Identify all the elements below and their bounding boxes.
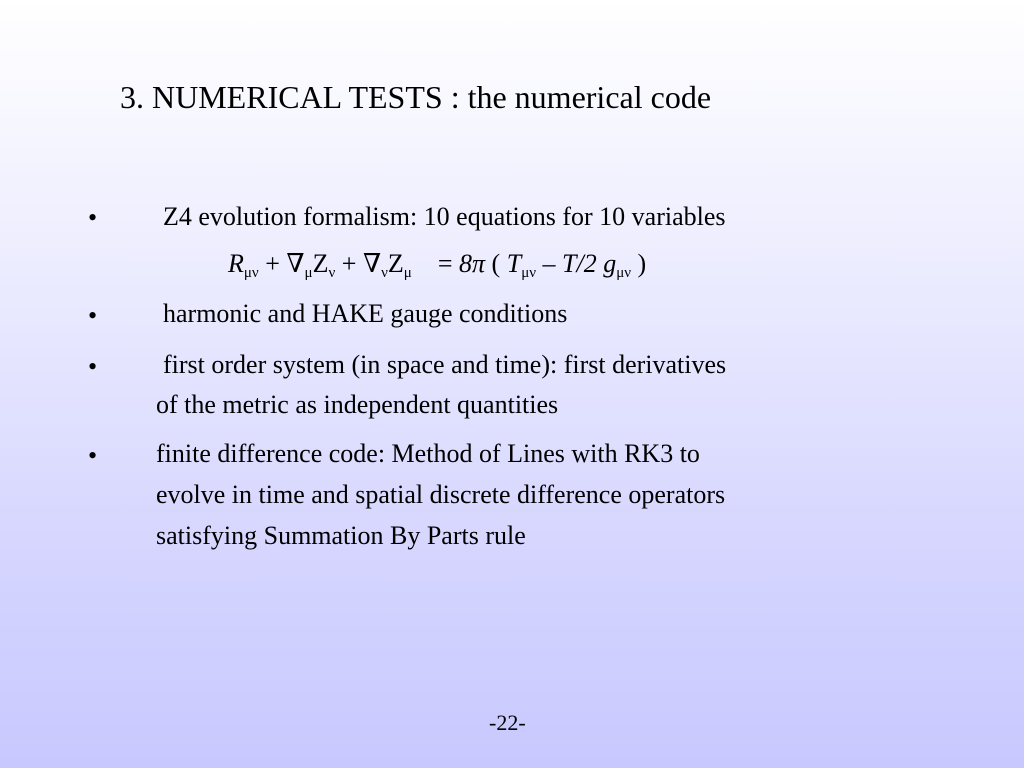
bullet-marker: • — [88, 203, 98, 232]
eq-sub: μν — [521, 265, 537, 281]
eq-t-over-2: T/2 — [562, 249, 597, 278]
eq-r: R — [228, 249, 244, 278]
eq-sub: μν — [243, 265, 259, 281]
eq-z: Z — [312, 249, 329, 278]
page-number: -22- — [489, 710, 526, 735]
eq-close-paren: ) — [637, 249, 647, 278]
eq-sub: ν — [381, 265, 388, 281]
eq-sub: μν — [616, 265, 632, 281]
bullet-marker: • — [88, 301, 98, 330]
eq-plus: + — [341, 249, 357, 278]
slide-title: 3. NUMERICAL TESTS : the numerical code — [120, 79, 712, 115]
eq-t: T — [506, 249, 522, 278]
eq-minus: – — [542, 249, 556, 278]
eq-nabla: ∇ — [362, 249, 382, 278]
eq-plus: + — [265, 249, 280, 278]
bullet-3-line-2: of the metric as independent quantities — [156, 390, 559, 419]
bullet-marker: • — [88, 441, 98, 470]
eq-g: g — [603, 249, 617, 278]
bullet-2-line-1: harmonic and HAKE gauge conditions — [163, 299, 568, 328]
eq-sub: μ — [304, 265, 313, 281]
eq-nabla: ∇ — [286, 249, 305, 278]
bullet-4-line-3: satisfying Summation By Parts rule — [156, 521, 526, 550]
eq-eight-pi: 8π — [459, 249, 486, 278]
bullet-3-line-1: first order system (in space and time): first derivatives — [163, 350, 727, 379]
eq-open-paren: ( — [491, 249, 501, 278]
eq-sub: ν — [328, 265, 336, 281]
bullet-1-line-1: Z4 evolution formalism: 10 equations for 10 variables — [163, 202, 726, 231]
bullet-4-line-1: finite difference code: Method of Lines with RK3 to — [156, 439, 700, 468]
eq-z: Z — [387, 249, 404, 278]
eq-equals: = — [437, 249, 453, 278]
z4-equation — [228, 248, 646, 279]
bullet-marker: • — [88, 352, 98, 381]
bullet-4-line-2: evolve in time and spatial discrete difference operators — [156, 480, 726, 509]
eq-sub: μ — [403, 265, 412, 281]
